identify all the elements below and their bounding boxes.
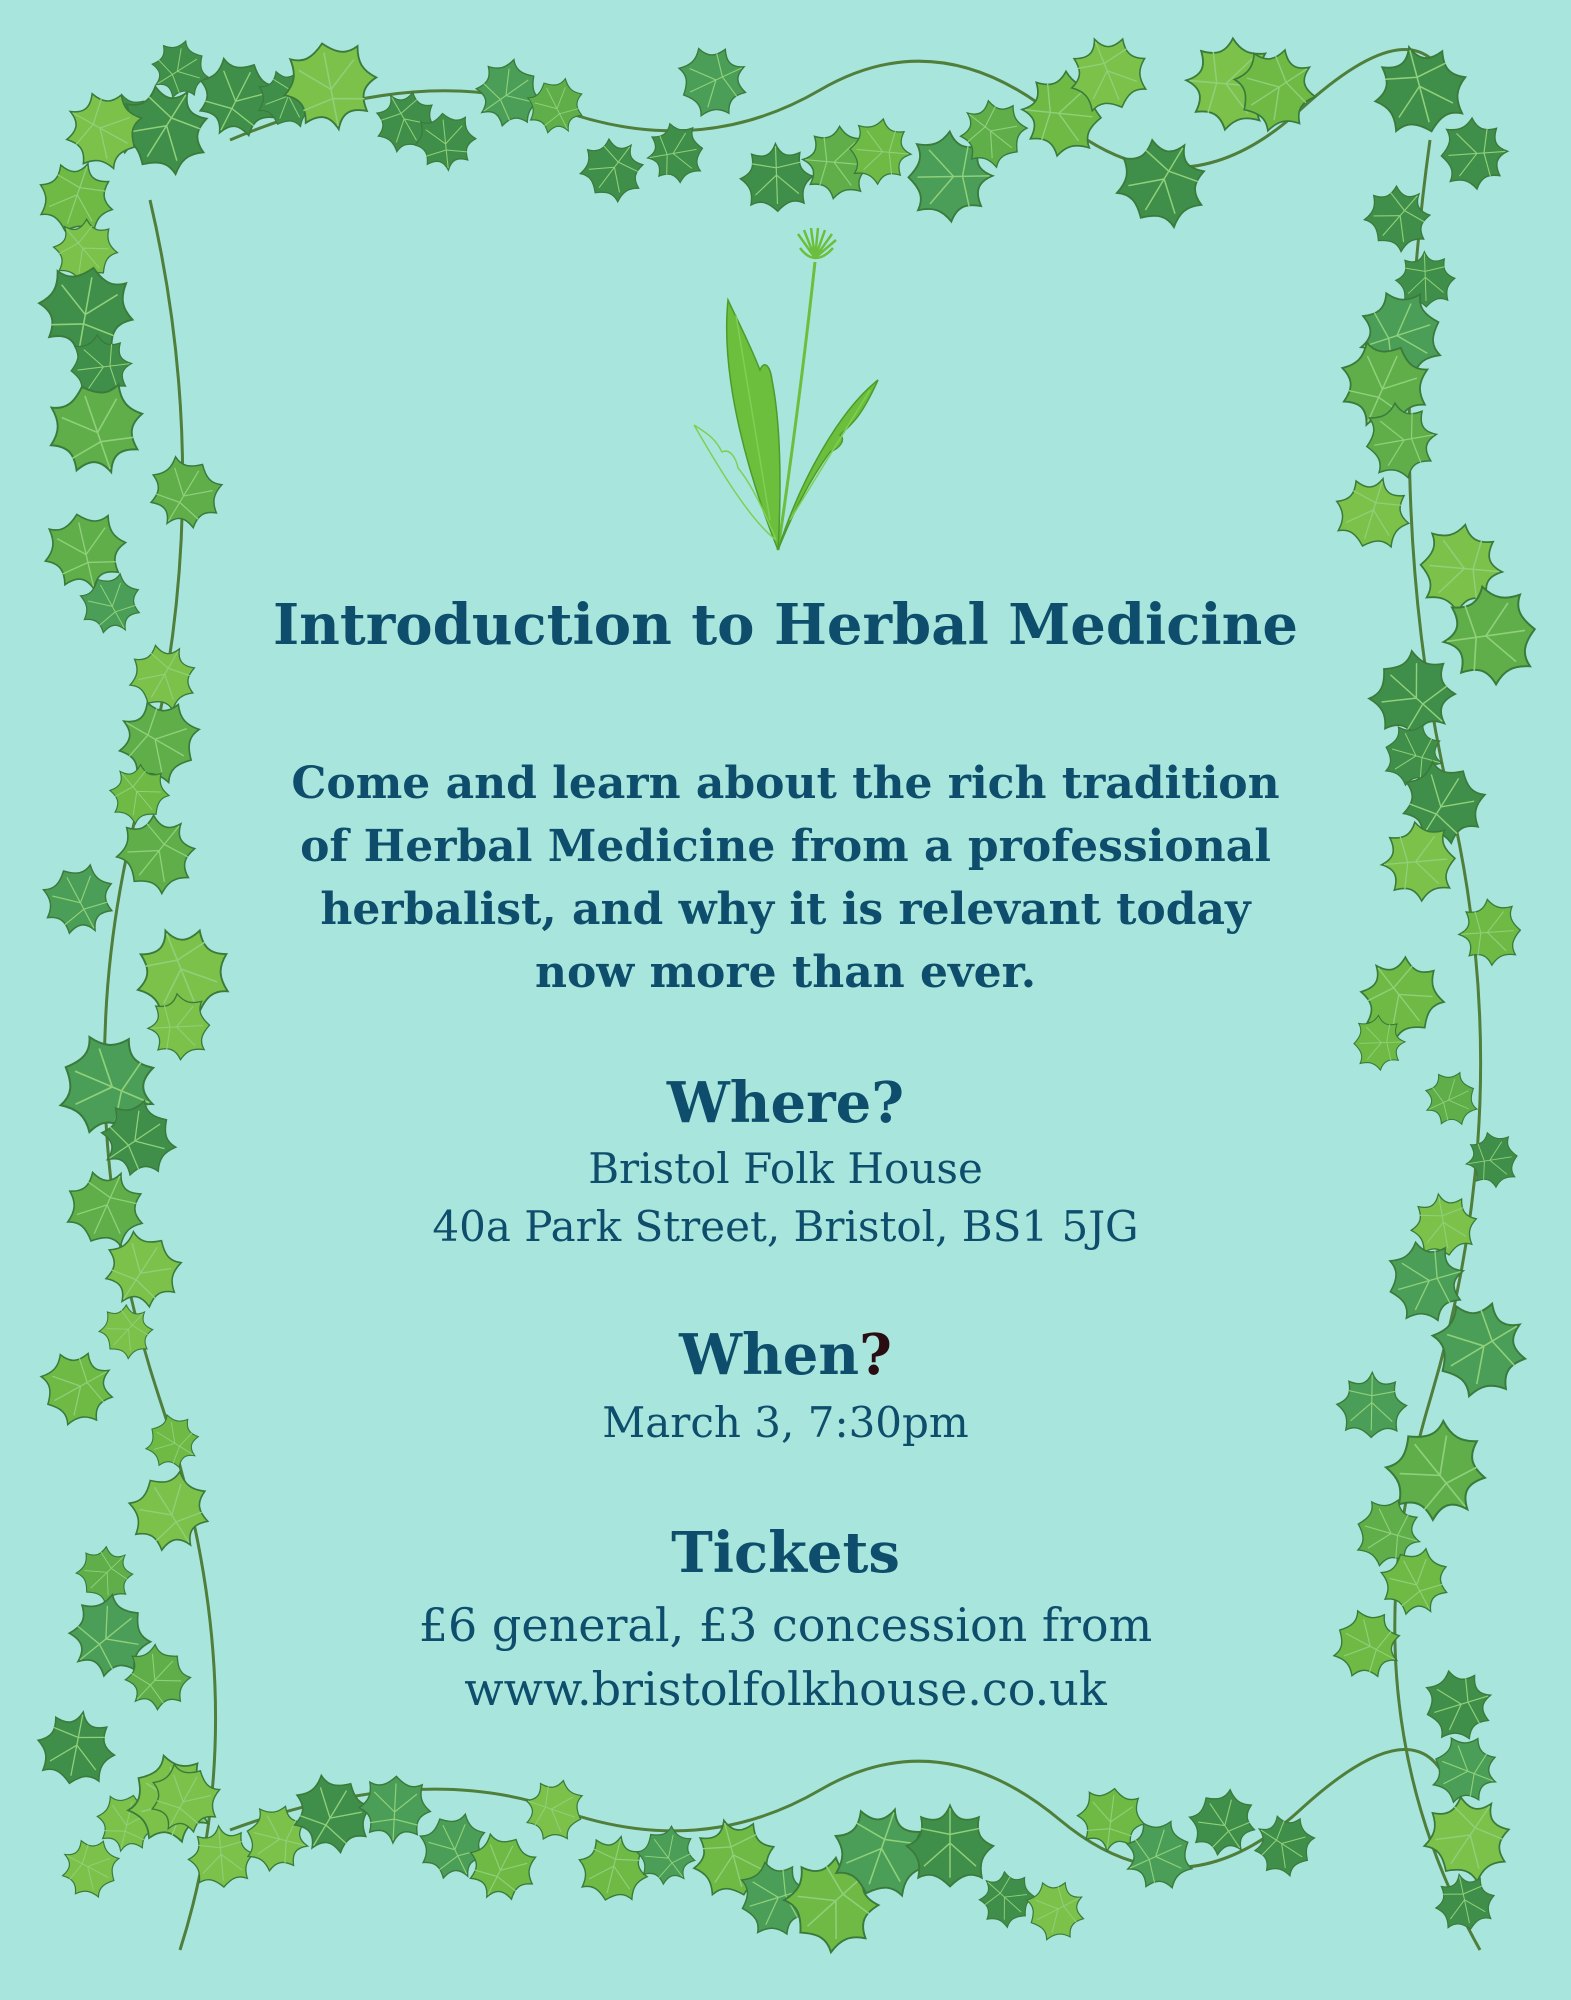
event-datetime: March 3, 7:30pm (602, 1398, 969, 1447)
event-description: Come and learn about the rich tradition of Herbal Medicine from a professional herbalist, and why it is relevant today now more than ever. (291, 758, 1280, 998)
where-heading: Where? (666, 1070, 905, 1136)
venue-address: 40a Park Street, Bristol, BS1 5JG (432, 1202, 1139, 1251)
when-heading (240, 1322, 1331, 1388)
dandelion-icon (690, 220, 890, 560)
ticket-prices: £6 general, £3 concession from (418, 1598, 1153, 1652)
when-heading-mark: ? (859, 1322, 892, 1388)
when-heading-word: When (679, 1322, 860, 1388)
ticket-website: www.bristolfolkhouse.co.uk (464, 1662, 1107, 1716)
venue-name: Bristol Folk House (588, 1144, 983, 1193)
tickets-heading: Tickets (671, 1520, 900, 1586)
event-title: Introduction to Herbal Medicine (272, 592, 1299, 658)
